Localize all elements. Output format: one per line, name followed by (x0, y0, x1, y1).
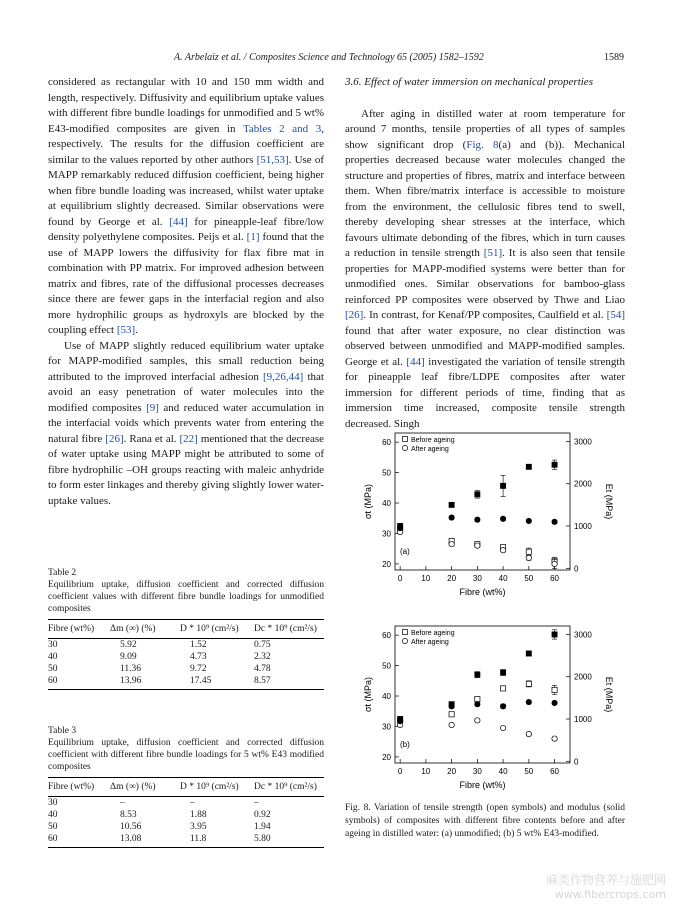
modulus-point-circle (449, 704, 454, 709)
citation-link[interactable]: [9] (146, 401, 159, 414)
x-tick-label: 20 (447, 574, 457, 583)
modulus-point-circle (475, 702, 480, 707)
x-tick-label: 10 (421, 767, 431, 776)
left-paragraph-2: Use of MAPP slightly reduced equilibrium water uptake for MAPP-modified samples, this small reduction being attributed to the improved interfacial adhesion [9,26,44] that avoid an easy penetration of water molecules into the modified composites [9] and reduced water accumulation in the interfacial voids which prevents water from entering the natural fibre [26]. Rana et al. [22] mentioned that the decrease of water uptake using MAPP might be attributed to some of fibre hydrophilic –OH groups reacting with maleic anhydride to form ester linkages and thereby giving slightly lower water-uptake values. (48, 339, 324, 507)
table-header-cell: Dc * 10⁹ (cm²/s) (254, 778, 324, 797)
table-row (48, 663, 324, 675)
left-column (48, 75, 324, 509)
table-cell: 50 (48, 664, 58, 674)
strength-point-circle (500, 548, 505, 553)
table-cell: 0.75 (254, 640, 271, 650)
table-2 (48, 567, 324, 690)
modulus-point-circle (500, 516, 505, 521)
modulus-point-circle (449, 515, 454, 520)
page-number: 1589 (604, 52, 624, 63)
x-tick-label: 40 (498, 767, 508, 776)
table-cell: 5.92 (120, 640, 137, 650)
strength-point-square (449, 712, 454, 717)
strength-point-circle (526, 731, 531, 736)
modulus-point-square (526, 464, 531, 469)
citation-link[interactable]: [26] (105, 432, 124, 445)
table-cell: 8.53 (120, 810, 137, 820)
strength-point-circle (449, 541, 454, 546)
table-cell: 13.96 (110, 675, 180, 690)
y-tick-label: 30 (382, 529, 391, 539)
modulus-point-circle (397, 718, 402, 723)
table-2-title: Table 2 (48, 568, 77, 578)
y-tick-label: 60 (382, 438, 391, 448)
citation-link[interactable]: Tables 2 and 3 (242, 122, 322, 135)
y2-tick-label: 1000 (574, 522, 592, 532)
running-title: A. Arbelaiz et al. / Composites Science and Technology 65 (2005) 1582–1592 (174, 52, 484, 63)
table-cell: 4.78 (254, 664, 271, 674)
strength-point-circle (475, 543, 480, 548)
plot-frame (395, 626, 570, 763)
strength-point-circle (552, 736, 557, 741)
table-cell: – (190, 798, 195, 808)
y2-tick-label: 1000 (574, 715, 592, 725)
table-cell: 60 (48, 833, 110, 848)
modulus-point-square (500, 483, 505, 488)
y2-tick-label: 0 (574, 757, 579, 767)
citation-link[interactable]: [51] (483, 247, 503, 259)
figure-8a-chart (345, 427, 625, 597)
legend-label: After ageing (411, 639, 449, 646)
table-header-cell: Δm (∞) (%) (110, 620, 180, 639)
legend-label: Before ageing (411, 630, 455, 637)
table-cell: 50 (48, 822, 58, 832)
modulus-point-square (475, 672, 480, 677)
figure-8a-svg (345, 427, 625, 597)
table-header-cell: Fibre (wt%) (48, 620, 110, 639)
table-cell: 9.09 (120, 652, 137, 662)
citation-link[interactable]: [54] (606, 309, 625, 321)
modulus-point-square (475, 492, 480, 497)
strength-point-square (526, 549, 531, 554)
table-cell: 40 (48, 810, 58, 820)
right-paragraph-1: After aging in distilled water at room temperature for around 7 months, tensile properties of all types of samples show significant drop (Fig. 8(a) and (b)). Mechanical properties decreased because water molecules changed the structure and properties of fibres, matrix and interface between them. When fibre/matrix interface is accessible to moisture from the environment, the cellulosic fibres tend to swell, thereby developing shear stresses at the interface, which favours ultimate debonding of the fibres, which in turn causes a reduction in tensile strength [51]. It is also seen that tensile properties for MAPP-modified systems were better than for unmodified ones. Similar observations for bamboo-glass reinforced PP composites were observed by Thwe and Liao [26]. In contrast, for Kenaf/PP composites, Caulfield et al. [54] found that after water exposure, no clear distinction was observed between unmodified and MAPP-modified samples. George et al. [44] investigated the variation of tensile strength for pineapple leaf fibre/LDPE composites after water immersion for different periods of time, finding that as immersion time increased, composite tensile strength decreased. Singh (345, 107, 625, 430)
table-cell: 30 (48, 640, 58, 650)
right-column (345, 75, 625, 432)
strength-point-square (526, 681, 531, 686)
x-tick-label: 50 (524, 767, 534, 776)
table-cell: 17.45 (180, 675, 254, 690)
legend-marker-square (403, 437, 408, 442)
y-tick-label: 30 (382, 722, 391, 732)
section-heading: 3.6. Effect of water immersion on mechanical properties (345, 76, 593, 88)
table-cell: 8.57 (254, 675, 324, 690)
modulus-point-circle (552, 700, 557, 705)
x-tick-label: 40 (498, 574, 508, 583)
figure-8b-chart (345, 620, 625, 790)
table-header-cell: Fibre (wt%) (48, 778, 110, 797)
y-axis-label: σt (MPa) (363, 676, 373, 713)
citation-link[interactable]: Fig. 8 (466, 138, 499, 151)
citation-link[interactable]: [53] (116, 324, 136, 336)
x-tick-label: 60 (550, 767, 560, 776)
legend-marker-circle (402, 445, 407, 450)
citation-link[interactable]: [44] (169, 215, 188, 228)
table-cell: 30 (48, 798, 58, 808)
modulus-point-circle (552, 519, 557, 524)
modulus-point-circle (500, 704, 505, 709)
table-cell: 3.95 (190, 822, 207, 832)
modulus-point-circle (397, 525, 402, 530)
table-cell: – (120, 798, 125, 808)
x-tick-label: 0 (397, 767, 403, 776)
strength-point-circle (449, 722, 454, 727)
table-cell: 9.72 (190, 664, 207, 674)
figure-8b-svg (345, 620, 625, 790)
table-3-title: Table 3 (48, 726, 77, 736)
strength-point-square (552, 687, 557, 692)
table-row (48, 639, 324, 652)
citation-link[interactable]: [26] (345, 309, 364, 321)
table-row (48, 821, 324, 833)
table-cell: 11.36 (120, 664, 142, 674)
table-header-cell: Δm (∞) (%) (110, 778, 180, 797)
x-tick-label: 30 (472, 574, 482, 583)
y-axis-label: σt (MPa) (363, 483, 373, 520)
y2-tick-label: 3000 (574, 630, 592, 640)
y2-tick-label: 0 (574, 564, 579, 574)
figure-caption-text: Fig. 8. Variation of tensile strength (open symbols) and modulus (solid symbols) of composites with different fibre contents before and after ageing in distilled water: (a) unmodified; (b) 5 wt% E43-modified. (345, 803, 625, 839)
modulus-point-square (552, 632, 557, 637)
x-tick-label: 10 (421, 574, 431, 583)
citation-link[interactable]: [22] (179, 432, 198, 445)
plot-frame (395, 433, 570, 570)
table-2-caption: Equilibrium uptake, diffusion coefficient and corrected diffusion coefficient values with different fibre bundle loadings for unmodified composites (48, 580, 324, 614)
legend-label: After ageing (411, 446, 449, 453)
x-axis-label: Fibre (wt%) (459, 587, 506, 597)
table-row (48, 833, 324, 848)
table-header-cell: Dc * 10⁹ (cm²/s) (254, 620, 324, 639)
table-header-cell: D * 10⁹ (cm²/s) (180, 620, 254, 639)
table-3-caption: Equilibrium uptake, diffusion coefficient and corrected diffusion coefficient with different fibre bundle loadings for 5 wt% E43 modified composites (48, 738, 324, 772)
figure-caption (345, 802, 625, 841)
table-cell: 4.73 (190, 652, 207, 662)
table-cell: 40 (48, 652, 58, 662)
table-row (48, 797, 324, 810)
strength-point-circle (500, 725, 505, 730)
y2-tick-label: 2000 (574, 672, 592, 682)
strength-point-circle (552, 561, 557, 566)
modulus-point-square (500, 670, 505, 675)
y-tick-label: 20 (382, 752, 391, 762)
table-cell: – (254, 798, 259, 808)
y-tick-label: 40 (382, 499, 391, 509)
watermark-url: www.fibercrops.com (554, 888, 666, 901)
strength-point-circle (475, 718, 480, 723)
strength-point-circle (526, 555, 531, 560)
watermark-site-name: 麻类作物营养与施肥网 (545, 873, 666, 887)
citation-link[interactable]: [1] (246, 231, 260, 243)
table-cell: 10.56 (120, 822, 142, 832)
legend-marker-square (403, 630, 408, 635)
table-header-cell: D * 10⁹ (cm²/s) (180, 778, 254, 797)
table-cell: 1.94 (254, 822, 271, 832)
y2-tick-label: 2000 (574, 479, 592, 489)
legend-marker-circle (402, 638, 407, 643)
y-tick-label: 60 (382, 631, 391, 641)
modulus-point-square (526, 651, 531, 656)
table-cell: 2.32 (254, 652, 271, 662)
table-cell: 1.52 (190, 640, 207, 650)
table-row (48, 675, 324, 690)
table-cell: 11.8 (180, 833, 254, 848)
table-cell: 0.92 (254, 810, 271, 820)
table-row (48, 809, 324, 821)
modulus-point-square (449, 502, 454, 507)
citation-link[interactable]: [51,53] (256, 153, 289, 166)
table-cell: 13.08 (110, 833, 180, 848)
y-tick-label: 40 (382, 692, 391, 702)
x-tick-label: 0 (397, 574, 403, 583)
table-cell: 60 (48, 675, 110, 690)
left-paragraph-1: considered as rectangular with 10 and 150 mm width and length, respectively. Diffusivity and equilibrium uptake values with different fibre bundle loadings for unmodified and 5 wt% E43-modified composites are given in Tables 2 and 3, respectively. The results for the diffusion coefficient are similar to the values reported by other authors [51,53]. Use of MAPP remarkably reduced diffusion coefficient, being higher when fibre bundle loading was increased, whilst water uptake at equilibrium slightly decreased. Similar observations were found by George et al. [44] for pineapple-leaf fibre/low density polyethylene composites. Peijs et al. [1] found that the use of MAPP lowers the diffusivity for flax fibre mat in combination with PP matrix. For improved adhesion between matrix and fibres, rate of the diffusional processes decreases since there are fewer gaps in the interfacial region and also more hydrophilic groups as hydroxyls are blocked by the coupling effect [53]. (48, 76, 324, 336)
watermark (546, 871, 666, 901)
y-tick-label: 50 (382, 468, 391, 478)
citation-link[interactable]: [44] (406, 355, 425, 368)
x-tick-label: 30 (472, 767, 482, 776)
citation-link[interactable]: [9,26,44] (263, 370, 304, 383)
x-tick-label: 50 (524, 574, 534, 583)
y2-axis-label: Et (MPa) (604, 676, 614, 713)
panel-label: (b) (400, 740, 410, 749)
strength-point-square (475, 696, 480, 701)
strength-point-square (500, 686, 505, 691)
table-3 (48, 725, 324, 848)
x-tick-label: 20 (447, 767, 457, 776)
table-2-grid (48, 619, 324, 690)
x-tick-label: 60 (550, 574, 560, 583)
legend-label: Before ageing (411, 437, 455, 444)
modulus-point-circle (475, 517, 480, 522)
modulus-point-circle (526, 518, 531, 523)
y-tick-label: 50 (382, 661, 391, 671)
modulus-point-circle (526, 699, 531, 704)
panel-label: (a) (400, 547, 410, 556)
table-cell: 1.88 (190, 810, 207, 820)
y-tick-label: 20 (382, 559, 391, 569)
y2-tick-label: 3000 (574, 437, 592, 447)
table-cell: 5.80 (254, 833, 324, 848)
table-row (48, 651, 324, 663)
x-axis-label: Fibre (wt%) (459, 780, 506, 790)
y2-axis-label: Et (MPa) (604, 483, 614, 520)
table-3-grid (48, 777, 324, 848)
modulus-point-square (552, 462, 557, 467)
